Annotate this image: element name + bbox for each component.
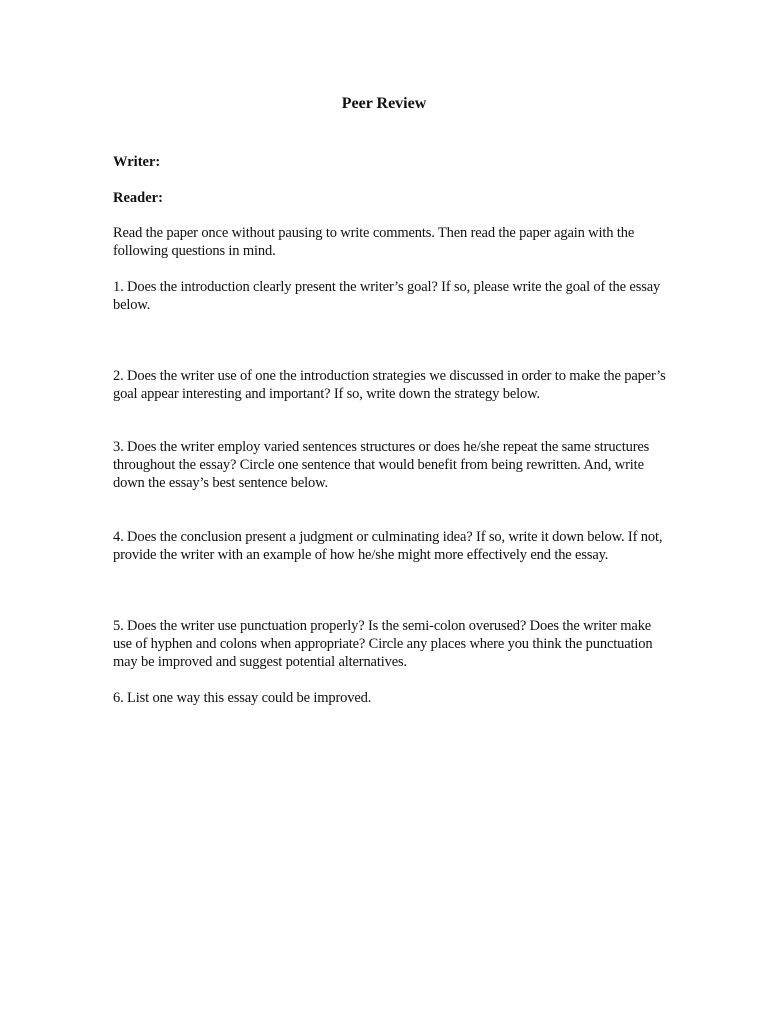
question-5: 5. Does the writer use punctuation properly? Is the semi-colon overused? Does the writer make use of hyphen and colons when appropriate? Circle any places where you think the punctuation may be improved and suggest potential alternatives. [113, 618, 653, 670]
question-4: 4. Does the conclusion present a judgment or culminating idea? If so, write it down below. If not, provide the writer with an example of how he/she might more effectively end the essay. [113, 529, 663, 563]
instructions-paragraph: Read the paper once without pausing to write comments. Then read the paper again with the following questions in mind. [113, 225, 635, 259]
question-1: 1. Does the introduction clearly present the writer’s goal? If so, please write the goal of the essay below. [113, 279, 661, 313]
reader-label: Reader: [113, 190, 163, 206]
question-6: 6. List one way this essay could be improved. [113, 690, 372, 706]
page-title: Peer Review [341, 95, 427, 112]
writer-label: Writer: [113, 154, 161, 170]
question-2: 2. Does the writer use of one the introduction strategies we discussed in order to make the paper’s goal appear interesting and important? If so, write down the strategy below. [113, 368, 666, 402]
question-3: 3. Does the writer employ varied sentences structures or does he/she repeat the same structures throughout the essay? Circle one sentence that would benefit from being rewritten. And, write down the essay’s best sentence below. [113, 439, 650, 491]
